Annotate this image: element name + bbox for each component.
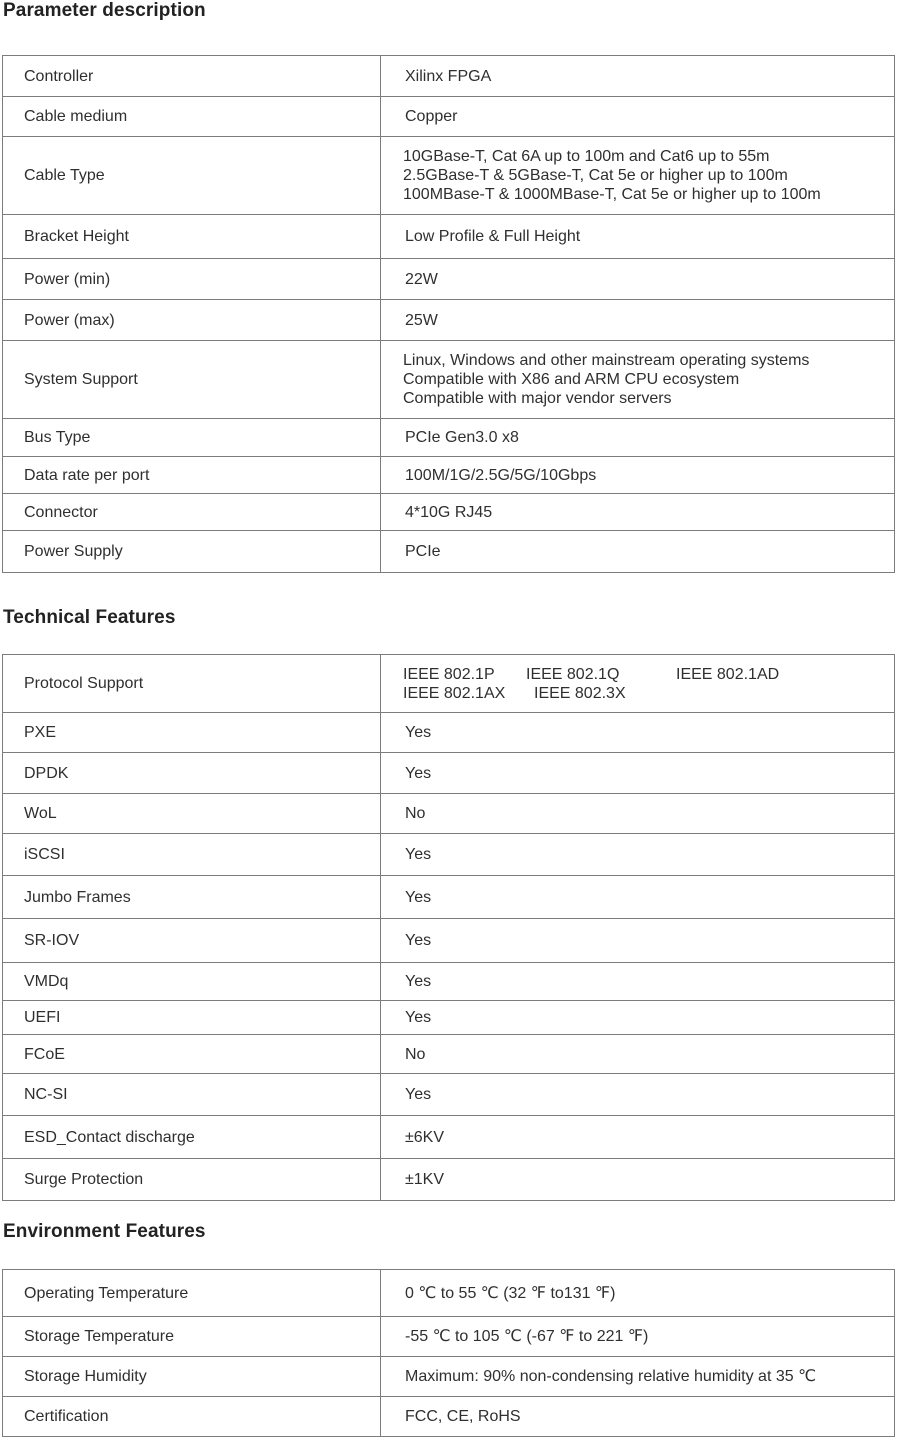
technical-features-table — [2, 654, 895, 1201]
row-label: Bus Type — [3, 419, 381, 457]
row-label: Connector — [3, 494, 381, 531]
table-row — [3, 794, 895, 834]
row-value: Yes — [381, 919, 895, 963]
protocol-list — [381, 655, 895, 713]
row-label: PXE — [3, 713, 381, 753]
section-title-environment-features: Environment Features — [3, 1221, 206, 1242]
row-label: Jumbo Frames — [3, 876, 381, 919]
table-row — [3, 1159, 895, 1201]
row-label: iSCSI — [3, 834, 381, 876]
row-label: System Support — [3, 341, 381, 419]
row-value: No — [381, 794, 895, 834]
table-row — [3, 215, 895, 259]
table-row — [3, 531, 895, 573]
table-row — [3, 1116, 895, 1159]
table-row — [3, 457, 895, 494]
row-value: FCC, CE, RoHS — [381, 1397, 895, 1437]
row-value: PCIe Gen3.0 x8 — [381, 419, 895, 457]
row-value: Linux, Windows and other mainstream operating systems Compatible with X86 and ARM CPU ecosystem Compatible with major vendor servers — [381, 341, 895, 419]
row-value: 10GBase-T, Cat 6A up to 100m and Cat6 up to 55m 2.5GBase-T & 5GBase-T, Cat 5e or higher up to 100m 100MBase-T & 1000MBase-T, Cat 5e or higher up to 100m — [381, 137, 895, 215]
row-value: ±1KV — [381, 1159, 895, 1201]
protocol-line: IEEE 802.1AX IEEE 802.3X — [403, 684, 626, 702]
row-value: Maximum: 90% non-condensing relative humidity at 35 ℃ — [381, 1357, 895, 1397]
row-value: Yes — [381, 876, 895, 919]
row-value: 0 ℃ to 55 ℃ (32 ℉ to131 ℉) — [381, 1270, 895, 1317]
protocol-line: IEEE 802.1P IEEE 802.1Q IEEE 802.1AD — [403, 665, 780, 683]
table-row — [3, 97, 895, 137]
row-label: Protocol Support — [3, 655, 381, 713]
row-label: FCoE — [3, 1035, 381, 1074]
table-row — [3, 1397, 895, 1437]
section-title-technical-features: Technical Features — [3, 607, 176, 628]
row-value: ±6KV — [381, 1116, 895, 1159]
table-row — [3, 753, 895, 794]
table-row — [3, 137, 895, 215]
row-label: Bracket Height — [3, 215, 381, 259]
row-value: Yes — [381, 1074, 895, 1116]
table-row — [3, 56, 895, 97]
row-label: Cable Type — [3, 137, 381, 215]
table-row — [3, 1001, 895, 1035]
row-value: Yes — [381, 753, 895, 794]
table-row — [3, 1035, 895, 1074]
table-row — [3, 919, 895, 963]
table-row — [3, 1357, 895, 1397]
row-value: Copper — [381, 97, 895, 137]
row-label: Cable medium — [3, 97, 381, 137]
row-value: PCIe — [381, 531, 895, 573]
row-label: Surge Protection — [3, 1159, 381, 1201]
row-value: 22W — [381, 259, 895, 300]
row-value: 4*10G RJ45 — [381, 494, 895, 531]
row-label: SR-IOV — [3, 919, 381, 963]
row-value: Yes — [381, 963, 895, 1001]
row-label: Power Supply — [3, 531, 381, 573]
row-value: Yes — [381, 834, 895, 876]
row-label: Operating Temperature — [3, 1270, 381, 1317]
row-value: 25W — [381, 300, 895, 341]
row-value: -55 ℃ to 105 ℃ (-67 ℉ to 221 ℉) — [381, 1317, 895, 1357]
row-label: DPDK — [3, 753, 381, 794]
table-row — [3, 713, 895, 753]
row-value: Xilinx FPGA — [381, 56, 895, 97]
table-row — [3, 494, 895, 531]
row-label: Data rate per port — [3, 457, 381, 494]
row-label: Controller — [3, 56, 381, 97]
table-row — [3, 341, 895, 419]
table-row — [3, 1270, 895, 1317]
row-label: Certification — [3, 1397, 381, 1437]
row-value: Yes — [381, 1001, 895, 1035]
row-label: Storage Humidity — [3, 1357, 381, 1397]
row-value: Yes — [381, 713, 895, 753]
table-row — [3, 419, 895, 457]
row-value: 100M/1G/2.5G/5G/10Gbps — [381, 457, 895, 494]
parameter-description-table — [2, 55, 895, 573]
row-label: UEFI — [3, 1001, 381, 1035]
row-value: No — [381, 1035, 895, 1074]
table-row — [3, 876, 895, 919]
row-value: Low Profile & Full Height — [381, 215, 895, 259]
row-label: Power (min) — [3, 259, 381, 300]
table-row — [3, 300, 895, 341]
table-row — [3, 963, 895, 1001]
row-label: ESD_Contact discharge — [3, 1116, 381, 1159]
row-label: VMDq — [3, 963, 381, 1001]
table-row — [3, 1074, 895, 1116]
section-title-parameter-description: Parameter description — [3, 0, 206, 21]
row-label: Power (max) — [3, 300, 381, 341]
table-row — [3, 655, 895, 713]
row-label: NC-SI — [3, 1074, 381, 1116]
table-row — [3, 259, 895, 300]
table-row — [3, 1317, 895, 1357]
table-row — [3, 834, 895, 876]
row-label: WoL — [3, 794, 381, 834]
environment-features-table — [2, 1269, 895, 1437]
row-label: Storage Temperature — [3, 1317, 381, 1357]
